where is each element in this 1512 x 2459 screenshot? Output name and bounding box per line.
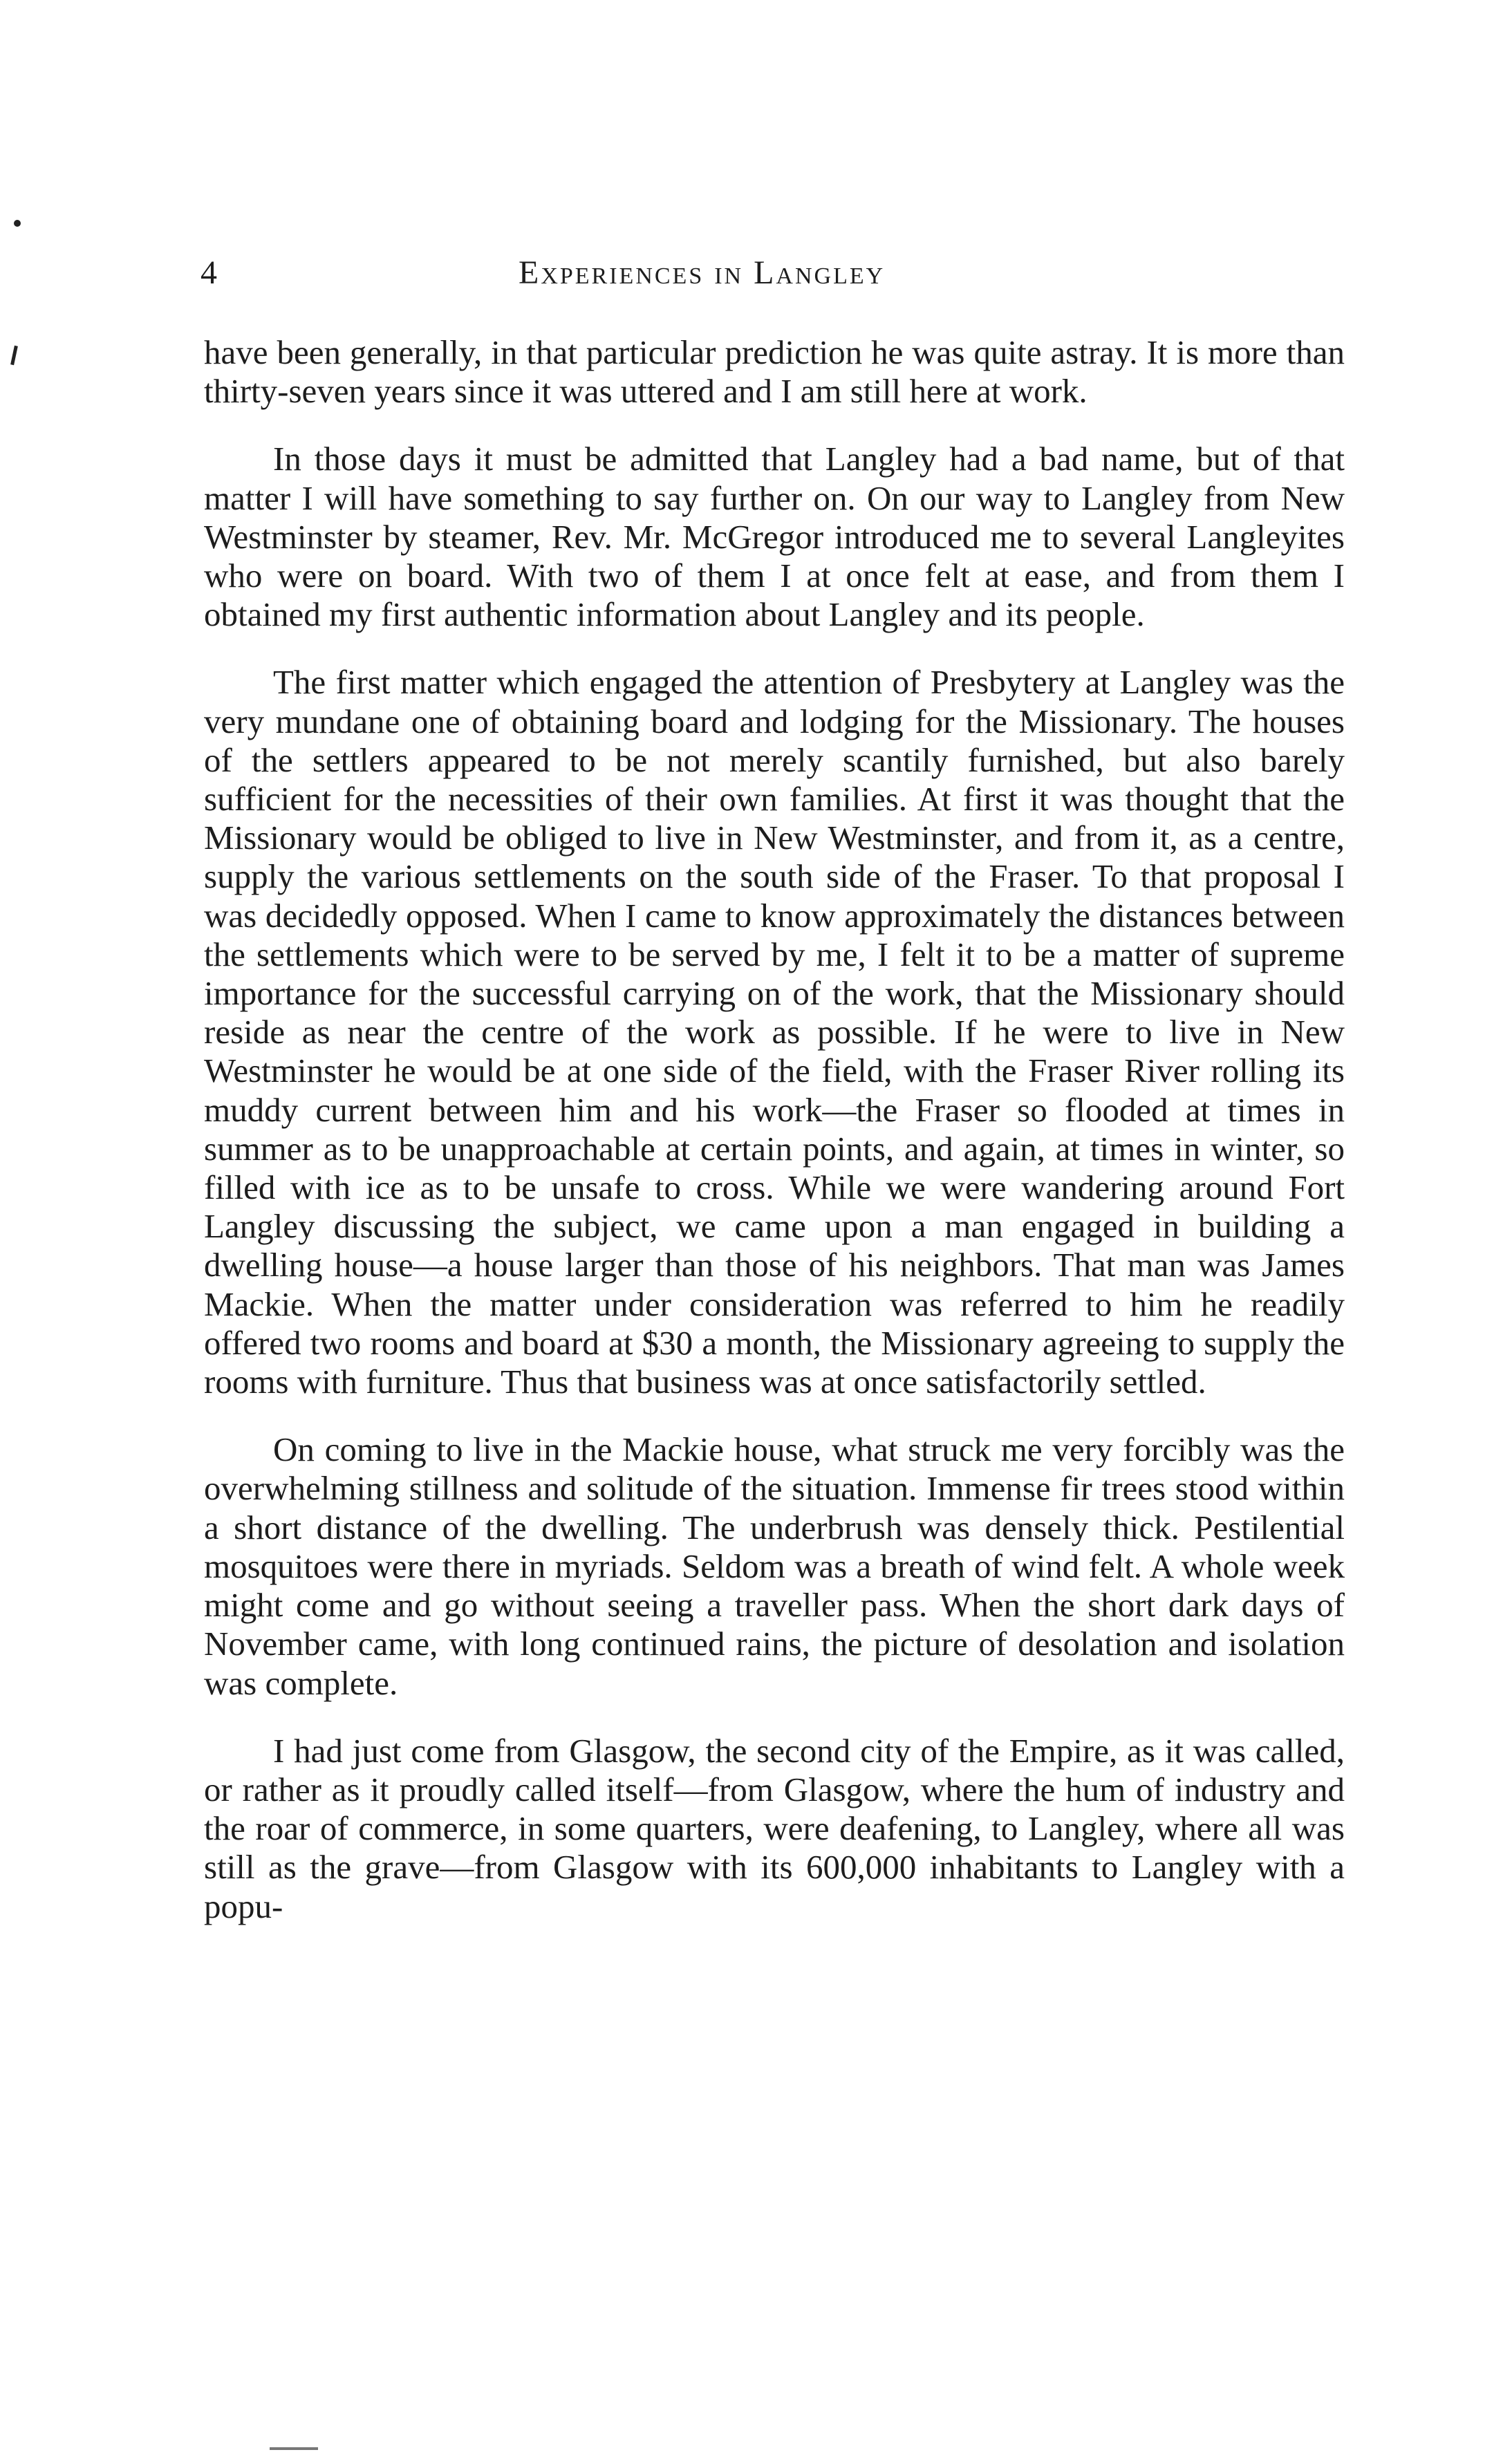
paragraph: The first matter which engaged the attention of Presbytery at Langley was the very mundane one of obtaining board and lodging for the Missionary. The houses of the settlers appeared to be not merely scantily furnished, but also barely sufficient for the necessities of their own families. At first it was thought that the Missionary would be obliged to live in New Westminster, and from it, as a centre, supply the various settlements on the south side of the Fraser. To that proposal I was decidedly opposed. When I came to know approximately the distances between the settlements which were to be served by me, I felt it to be a matter of supreme importance for the successful carrying on of the work, that the Missionary should reside as near the centre of the work as possible. If he were to live in New Westminster he would be at one side of the field, with the Fraser River rolling its muddy current between him and his work—the Fraser so flooded at times in summer as to be unapproachable at certain points, and again, at times in winter, so filled with ice as to be unsafe to cross. While we were wandering around Fort Langley discussing the subject, we came upon a man engaged in building a dwelling house—a house larger than those of his neighbors. That man was James Mackie. When the matter under consideration was referred to him he readily offered two rooms and board at $30 a month, the Missionary agreeing to supply the rooms with furniture. Thus that business was at once satisfactorily settled.: [204, 663, 1345, 1401]
margin-tick-mark: [10, 346, 18, 365]
paragraph-continued: have been generally, in that particular prediction he was quite astray. It is more than thirty-seven years since it was uttered and I am still here at work.: [204, 333, 1345, 411]
page-number: 4: [200, 254, 217, 291]
margin-dot-mark: [14, 220, 21, 227]
paragraph: I had just come from Glasgow, the second city of the Empire, as it was called, or rather as it proudly called itself—from Glasgow, where the hum of industry and the roar of commerce, in some quarters, were deafening, to Langley, where all was still as the grave—from Glasgow with its 600,000 inhabitants to Langley with a popu-: [204, 1731, 1345, 1925]
page-header: [200, 252, 1348, 301]
body-text: [204, 333, 1345, 1926]
running-head: Experiences in Langley: [519, 254, 886, 291]
paragraph: On coming to live in the Mackie house, what struck me very forcibly was the overwhelming stillness and solitude of the situation. Immense fir trees stood within a short distance of the dwelling. The underbrush was densely thick. Pestilential mosquitoes were there in myriads. Seldom was a breath of wind felt. A whole week might come and go without seeing a traveller pass. When the short dark days of November came, with long continued rains, the picture of desolation and isolation was complete.: [204, 1430, 1345, 1702]
footer-smudge: [270, 2447, 318, 2450]
paragraph: In those days it must be admitted that Langley had a bad name, but of that matter I will have something to say further on. On our way to Langley from New Westminster by steamer, Rev. Mr. McGregor introduced me to several Langleyites who were on board. With two of them I at once felt at ease, and from them I obtained my first authentic information about Langley and its people.: [204, 440, 1345, 634]
